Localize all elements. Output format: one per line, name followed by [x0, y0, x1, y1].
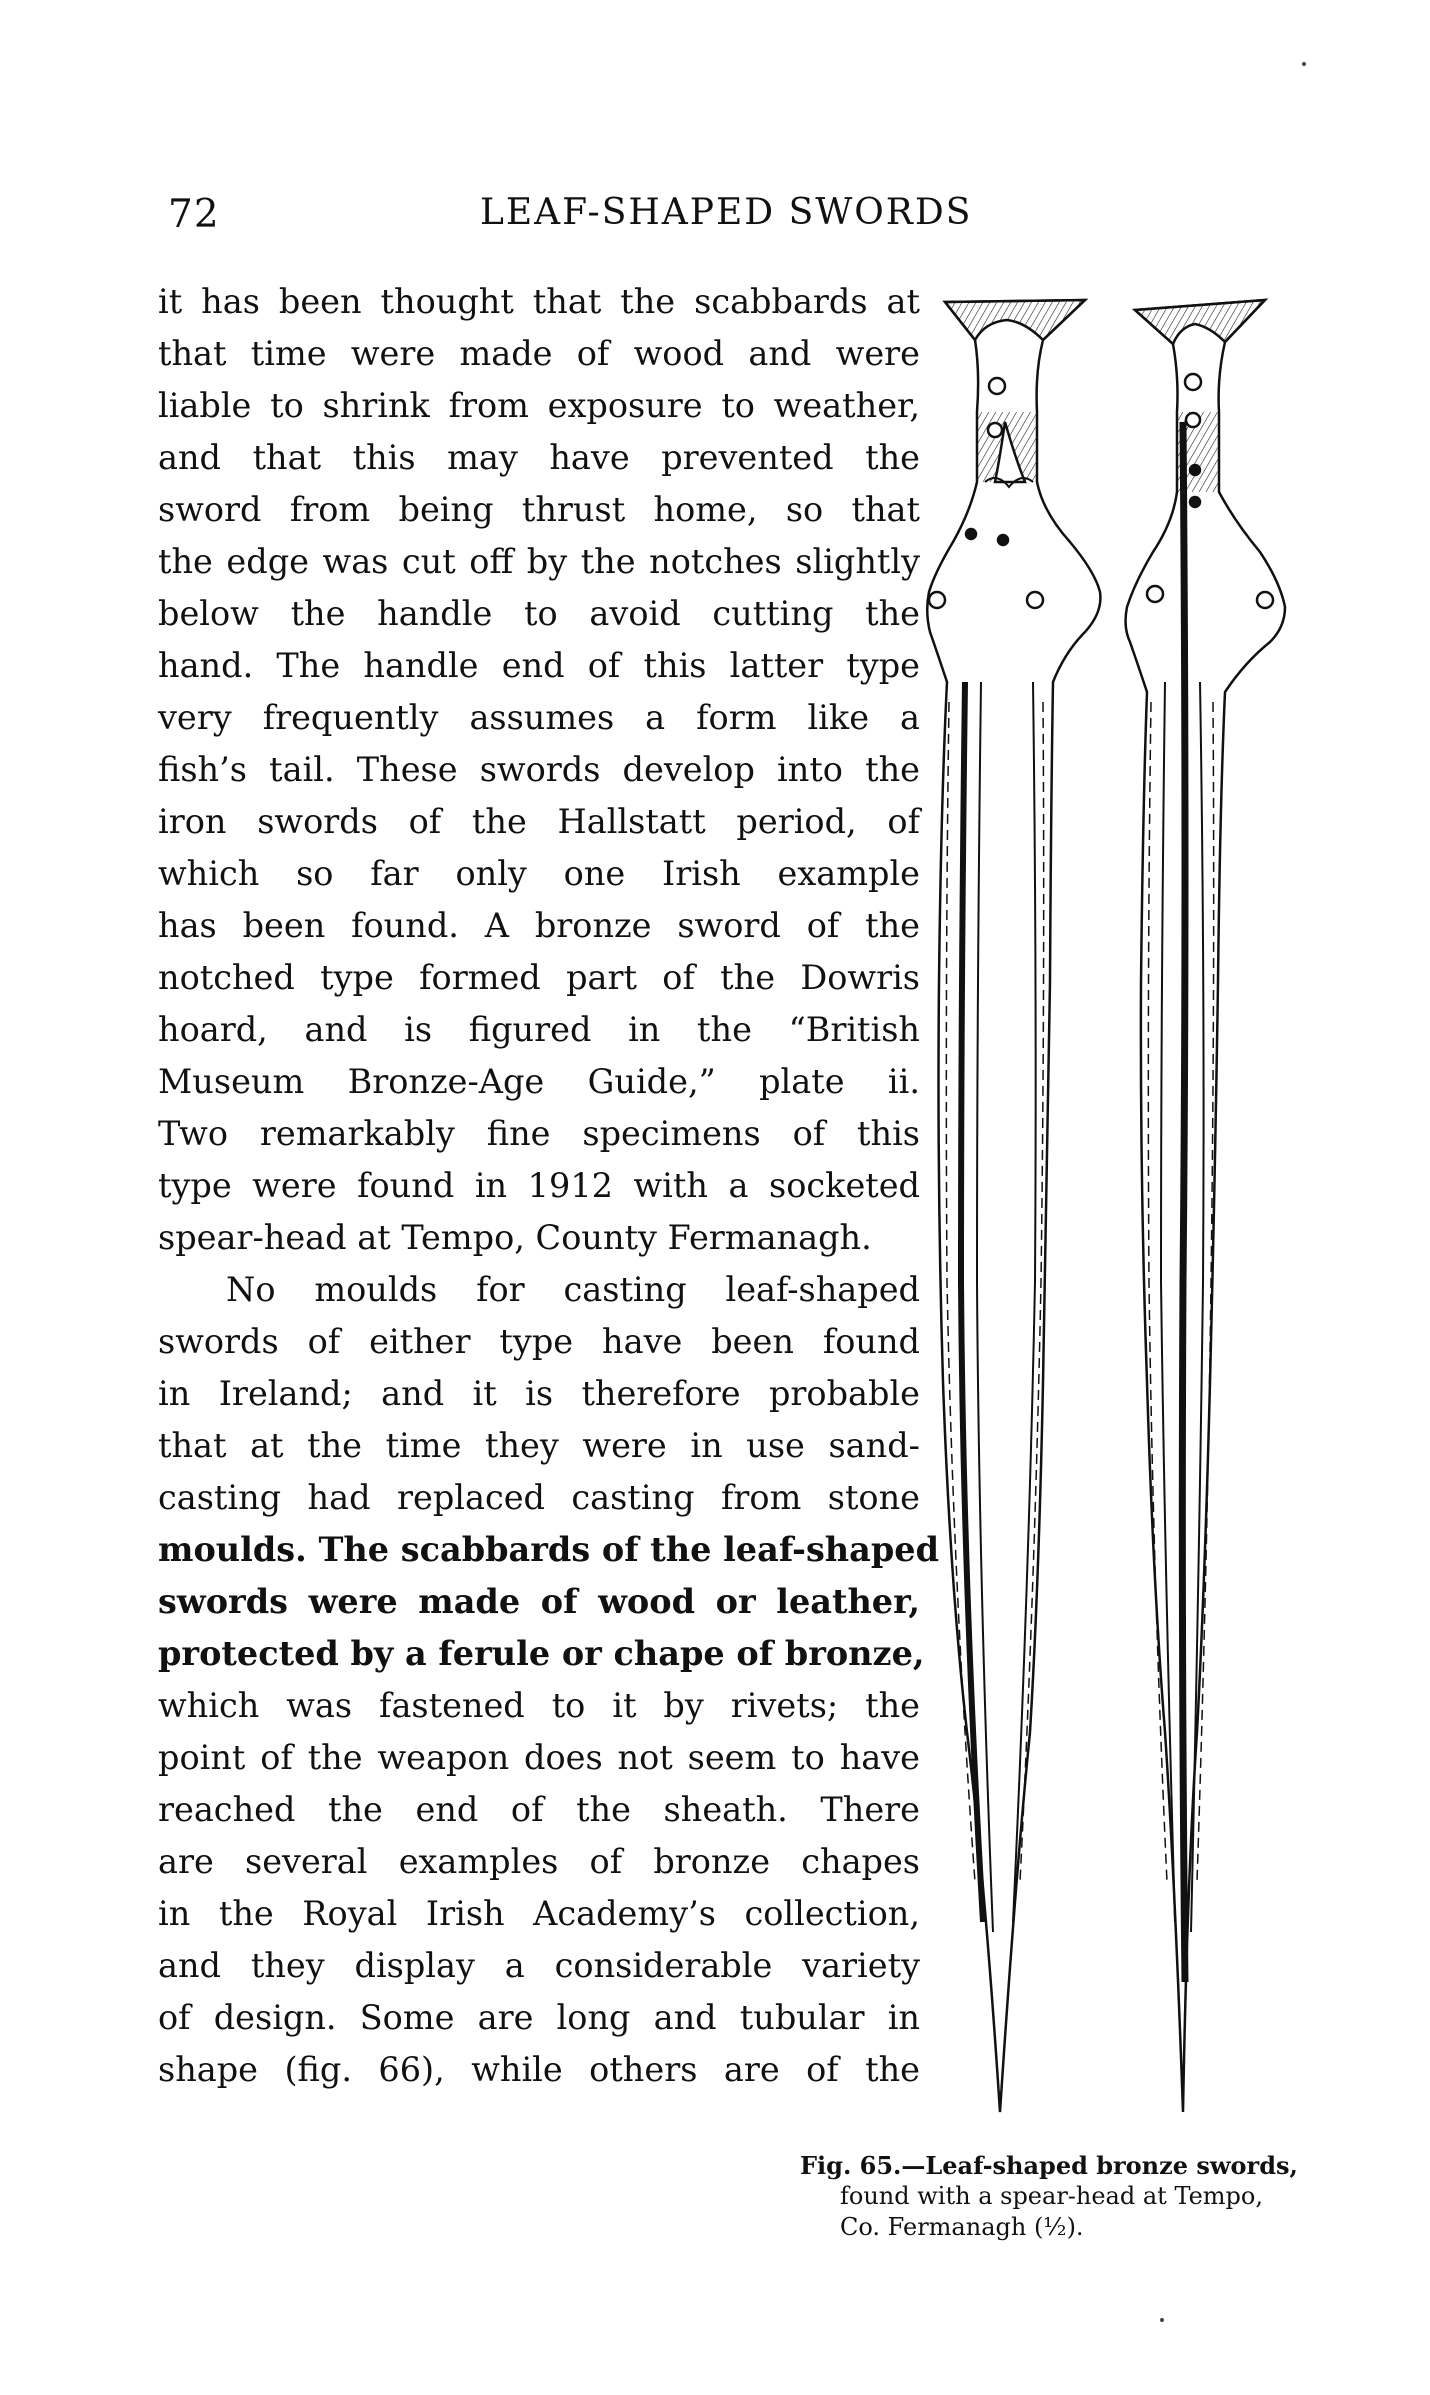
text-line: point of the weapon does not seem to have	[158, 1738, 920, 1777]
text-line: No moulds for casting leaf-shaped	[226, 1270, 920, 1309]
caption-line: found with a spear-head at Tempo,	[840, 2182, 1263, 2210]
text-line: sword from being thrust home, so that	[158, 490, 920, 529]
text-line: are several examples of bronze chapes	[158, 1842, 920, 1881]
text-line: of design. Some are long and tubular in	[158, 1998, 920, 2037]
text-line: liable to shrink from exposure to weather,	[158, 386, 920, 425]
text-line: below the handle to avoid cutting the	[158, 594, 920, 633]
right-sword	[1126, 300, 1285, 2112]
sword-illustration	[925, 282, 1315, 2137]
left-sword	[927, 300, 1100, 2112]
text-line: fish’s tail. These swords develop into the	[158, 750, 920, 789]
text-line: hand. The handle end of this latter type	[158, 646, 920, 685]
text-line: type were found in 1912 with a socketed	[158, 1166, 920, 1205]
text-line: Museum Bronze-Age Guide,” plate ii.	[158, 1062, 920, 1101]
text-line: hoard, and is figured in the “British	[158, 1010, 920, 1049]
text-line: casting had replaced casting from stone	[158, 1478, 920, 1517]
running-title: LEAF-SHAPED SWORDS	[480, 192, 973, 233]
print-speck	[1160, 2318, 1164, 2322]
text-line: in Ireland; and it is therefore probable	[158, 1374, 920, 1413]
text-line: which was fastened to it by rivets; the	[158, 1686, 920, 1725]
text-line: very frequently assumes a form like a	[158, 698, 920, 737]
text-line: reached the end of the sheath. There	[158, 1790, 920, 1829]
text-line: swords were made of wood or leather,	[158, 1582, 920, 1621]
text-line: and that this may have prevented the	[158, 438, 920, 477]
caption-line: Fig. 65.—Leaf-shaped bronze swords,	[800, 2151, 1298, 2180]
text-line: Two remarkably fine specimens of this	[158, 1114, 920, 1153]
text-line: shape (fig. 66), while others are of the	[158, 2050, 920, 2089]
text-line: protected by a ferule or chape of bronze,	[158, 1634, 925, 1673]
text-line: swords of either type have been found	[158, 1322, 920, 1361]
text-line: spear-head at Tempo, County Fermanagh.	[158, 1218, 872, 1257]
print-speck	[1302, 62, 1306, 66]
figure-caption	[800, 2150, 1320, 2243]
page-number: 72	[168, 192, 220, 237]
text-line: and they display a considerable variety	[158, 1946, 920, 1985]
text-line: that at the time they were in use sand-	[158, 1426, 920, 1465]
text-line: has been found. A bronze sword of the	[158, 906, 920, 945]
text-line: which so far only one Irish example	[158, 854, 920, 893]
text-line: the edge was cut off by the notches slightly	[158, 542, 920, 581]
body-text	[158, 276, 940, 2096]
text-line: that time were made of wood and were	[158, 334, 920, 373]
page-header	[160, 192, 1000, 242]
text-line: notched type formed part of the Dowris	[158, 958, 920, 997]
text-line: it has been thought that the scabbards at	[158, 282, 920, 321]
text-line: moulds. The scabbards of the leaf-shaped	[158, 1530, 940, 1569]
caption-line: Co. Fermanagh (½).	[840, 2213, 1084, 2241]
text-line: in the Royal Irish Academy’s collection,	[158, 1894, 920, 1933]
sword-figure	[925, 282, 1315, 2137]
text-line: iron swords of the Hallstatt period, of	[158, 802, 920, 841]
